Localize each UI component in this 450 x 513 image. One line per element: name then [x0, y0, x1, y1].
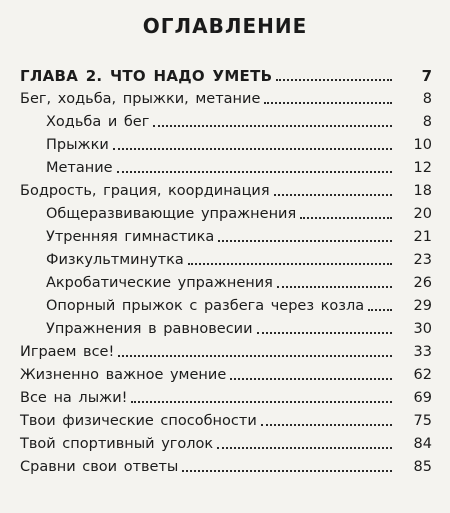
toc-entry-section [0, 456, 450, 479]
dot-leader [257, 332, 392, 334]
dot-leader [264, 102, 392, 104]
toc-entry-section [0, 364, 450, 387]
toc-entry-title: Метание [46, 160, 113, 176]
toc-entry-subsection [0, 203, 450, 226]
toc-entry-title: Общеразвивающие упражнения [46, 206, 297, 222]
toc-entry-section [0, 341, 450, 364]
toc-entry-title: Физкультминутка [46, 252, 184, 268]
toc-entry-title: Прыжки [46, 137, 109, 153]
toc-entry-title: Акробатические упражнения [46, 275, 273, 291]
toc-page-number: 33 [413, 344, 432, 360]
table-of-contents [0, 64, 450, 479]
toc-entry-title: Играем все! [20, 344, 115, 360]
toc-entry-subsection [0, 249, 450, 272]
dot-leader [113, 148, 392, 150]
toc-page-number: 84 [413, 436, 432, 452]
dot-leader [277, 286, 392, 288]
toc-entry-title: Ходьба и бег [46, 114, 150, 130]
page-title: ОГЛАВЛЕНИЕ [142, 14, 308, 38]
dot-leader [230, 378, 392, 380]
toc-entry-title: Утренняя гимнастика [46, 229, 215, 245]
toc-page-number: 23 [413, 252, 432, 268]
toc-entry-title: Упражнения в равновесии [46, 321, 253, 337]
dot-leader [276, 79, 392, 81]
toc-page-number: 12 [413, 160, 432, 176]
toc-entry-title: Опорный прыжок с разбега через козла [46, 298, 365, 314]
dot-leader [261, 424, 392, 426]
toc-entry-subsection [0, 134, 450, 157]
toc-page-number: 30 [413, 321, 432, 337]
dot-leader [118, 355, 392, 357]
toc-page-number: 10 [413, 137, 432, 153]
toc-entry-title: Бег, ходьба, прыжки, метание [20, 91, 261, 107]
dot-leader [153, 125, 392, 127]
toc-page-number: 29 [413, 298, 432, 314]
toc-entry-subsection [0, 295, 450, 318]
toc-entry-title: Все на лыжи! [20, 390, 128, 406]
dot-leader [217, 447, 392, 449]
dot-leader [131, 401, 392, 403]
toc-entry-section [0, 180, 450, 203]
toc-page-number: 21 [413, 229, 432, 245]
toc-entry-subsection [0, 157, 450, 180]
toc-page-number: 18 [413, 183, 432, 199]
dot-leader [188, 263, 392, 265]
toc-entry-subsection [0, 272, 450, 295]
toc-entry-section [0, 88, 450, 111]
dot-leader [368, 309, 392, 311]
toc-entry-subsection [0, 226, 450, 249]
dot-leader [274, 194, 392, 196]
dot-leader [182, 470, 392, 472]
toc-page-number: 69 [413, 390, 432, 406]
toc-page-number: 62 [413, 367, 432, 383]
toc-entry-section [0, 387, 450, 410]
toc-entry-title: Сравни свои ответы [20, 459, 179, 475]
dot-leader [218, 240, 392, 242]
toc-page-number: 8 [422, 114, 432, 130]
toc-page-number: 26 [413, 275, 432, 291]
toc-entry-chapter-2 [0, 64, 450, 88]
toc-entry-title: ГЛАВА 2. ЧТО НАДО УМЕТЬ [20, 67, 273, 85]
toc-entry-title: Жизненно важное умение [20, 367, 227, 383]
toc-entry-section [0, 410, 450, 433]
toc-page-number: 75 [413, 413, 432, 429]
toc-entry-title: Твои физические способности [20, 413, 257, 429]
toc-entry-section [0, 433, 450, 456]
toc-page-number: 20 [413, 206, 432, 222]
toc-entry-subsection [0, 318, 450, 341]
toc-entry-subsection [0, 111, 450, 134]
toc-page-number: 8 [422, 91, 432, 107]
toc-page-number: 7 [421, 67, 432, 85]
toc-entry-title: Твой спортивный уголок [20, 436, 214, 452]
dot-leader [117, 171, 392, 173]
toc-page-number: 85 [413, 459, 432, 475]
dot-leader [300, 217, 392, 219]
toc-entry-title: Бодрость, грация, координация [20, 183, 270, 199]
